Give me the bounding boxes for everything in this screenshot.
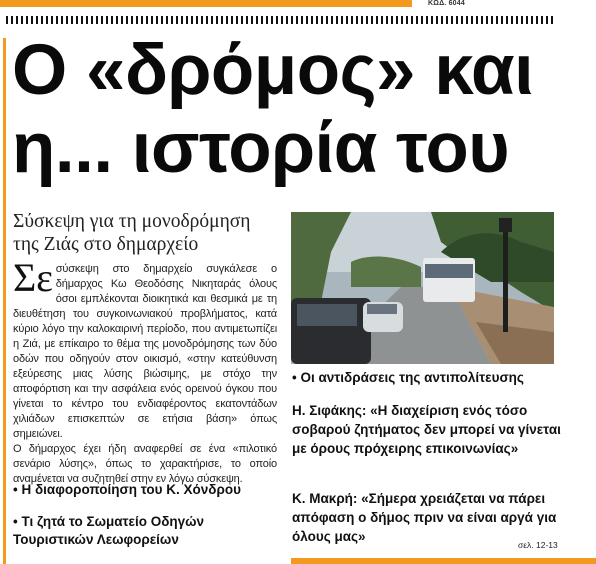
bullet-bus-drivers: • Τι ζητά το Σωματείο Οδηγών Τουριστικών Λεωφορείων bbox=[13, 514, 205, 547]
drop-cap: Σε bbox=[13, 255, 53, 300]
masthead-bar bbox=[0, 0, 596, 16]
article-body bbox=[13, 255, 277, 487]
page-reference: σελ. 12-13 bbox=[518, 540, 558, 550]
bullet-opposition: • Οι αντιδράσεις της αντιπολίτευσης bbox=[292, 370, 524, 385]
perforation-strip bbox=[6, 16, 554, 24]
subheadline: Σύσκεψη για τη μονοδρόμηση της Ζιάς στο δημαρχείο bbox=[13, 211, 251, 255]
headline bbox=[12, 32, 592, 188]
headline-line-2: η... ιστορία του bbox=[12, 109, 510, 188]
article-paragraph-2: Ο δήμαρχος έχει ήδη αναφερθεί σε ένα «πιλοτικό σενάριο λύσης», όπως το χαρακτήρισε, το οποίο αναμένεται να συζητηθεί στην εν λόγω σύσκεψη. bbox=[13, 443, 277, 485]
accent-stripe bbox=[0, 0, 412, 7]
article-paragraph-1: σύσκεψη στο δημαρχείο συγκάλεσε ο δήμαρχος Κω Θεοδόσης Νικηταράς όλους όσοι εμπλέκονται διοικητικά και θεσμικά με τη διευθέτηση του συγκοινωνιακού προβλήματος, κατά κύριο λόγο την καλοκαιρινή περίοδο, που αντιμετωπίζει η Ζιά, με επίκαιρο το θέμα της μονοδρόμησης των δύο οδών που οδηγούν στον οικισμό, «στην κατεύθυνση εξεύρεσης μιας λύσης βιώσιμης, με στόχο την αποφόρτιση και την ασφάλεια ενός ορεινού όγκου που γίνεται το κέντρο του ενδιαφέροντος εκατοντάδων χιλιάδων επισκεπτών σε ετήσια βάση» όπως σημειώνει. bbox=[13, 263, 277, 440]
accent-bottom-stripe bbox=[291, 558, 596, 564]
quote-sifakis: Η. Σιφάκης: «Η διαχείριση ενός τόσο σοβαρού ζητήματος δεν μπορεί να γίνεται με όρους πρόχειρης επικοινωνίας» bbox=[292, 403, 561, 456]
road-photo bbox=[291, 212, 554, 364]
headline-line-1: Ο «δρόμος» και bbox=[12, 31, 534, 110]
bullet-hondros: • Η διαφοροποίηση του Κ. Χόνδρου bbox=[13, 482, 241, 497]
road-photo-illustration bbox=[291, 212, 554, 364]
accent-rule bbox=[3, 38, 6, 564]
issue-code: ΚΩΔ. 6044 bbox=[428, 0, 465, 7]
quote-makri: Κ. Μακρή: «Σήμερα χρειάζεται να πάρει απόφαση ο δήμος πριν να είναι αργά για όλους μας» bbox=[292, 491, 557, 544]
